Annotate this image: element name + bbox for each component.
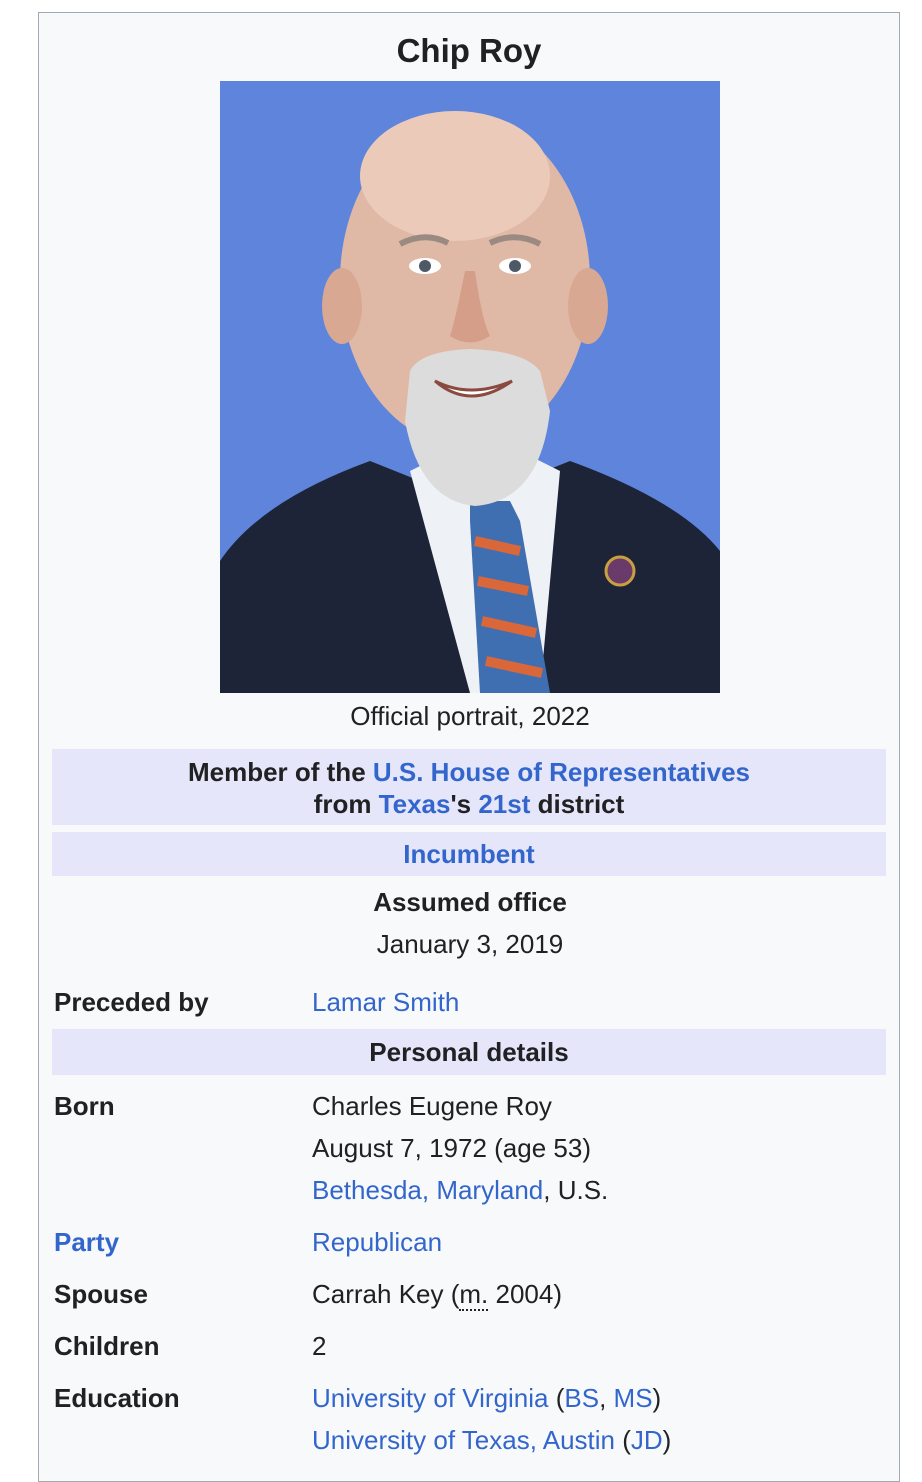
born-date: August 7, 1972 (age 53) bbox=[312, 1133, 591, 1163]
spouse-name: Carrah Key ( bbox=[312, 1279, 460, 1309]
children-value: 2 bbox=[312, 1331, 327, 1361]
office-line-2 bbox=[52, 788, 886, 820]
born-label: Born bbox=[54, 1091, 115, 1121]
born-name: Charles Eugene Roy bbox=[312, 1091, 552, 1121]
office-district: district bbox=[530, 789, 625, 819]
spouse-label: Spouse bbox=[54, 1279, 148, 1309]
education-row bbox=[54, 1377, 888, 1467]
party-row bbox=[54, 1221, 888, 1263]
office-line-1 bbox=[52, 756, 886, 788]
spouse-year: 2004) bbox=[488, 1279, 563, 1309]
jd-link[interactable]: JD bbox=[630, 1425, 663, 1455]
education-close-2: ) bbox=[662, 1425, 672, 1455]
party-link[interactable]: Republican bbox=[312, 1227, 443, 1257]
education-close-1: ) bbox=[652, 1383, 662, 1413]
born-value bbox=[312, 1085, 608, 1211]
office-from: from bbox=[313, 789, 379, 819]
born-row bbox=[54, 1085, 888, 1215]
born-place bbox=[312, 1169, 608, 1211]
education-value bbox=[312, 1377, 671, 1461]
children-label: Children bbox=[54, 1331, 160, 1361]
bs-link[interactable]: BS bbox=[564, 1383, 600, 1413]
infobox-title: Chip Roy bbox=[396, 32, 542, 69]
incumbent-header bbox=[52, 832, 886, 876]
education-label: Education bbox=[54, 1383, 180, 1413]
preceded-label: Preceded by bbox=[54, 987, 209, 1017]
preceded-link[interactable]: Lamar Smith bbox=[312, 987, 460, 1017]
district-link[interactable]: 21st bbox=[478, 789, 531, 819]
preceded-row bbox=[54, 981, 888, 1023]
uva-link[interactable]: University of Virginia bbox=[312, 1383, 549, 1413]
assumed-office-date: January 3, 2019 bbox=[376, 929, 564, 959]
children-row bbox=[54, 1325, 888, 1367]
education-open-2: ( bbox=[615, 1425, 631, 1455]
party-label-link[interactable]: Party bbox=[54, 1227, 120, 1257]
portrait-illustration bbox=[220, 81, 720, 693]
office-header bbox=[52, 749, 886, 825]
education-sep: , bbox=[599, 1383, 614, 1413]
office-prefix: Member of the bbox=[187, 757, 373, 787]
ut-austin-link[interactable]: University of Texas, Austin bbox=[312, 1425, 615, 1455]
assumed-office-label: Assumed office bbox=[373, 887, 567, 917]
incumbent-link[interactable]: Incumbent bbox=[403, 839, 535, 869]
house-link[interactable]: U.S. House of Representatives bbox=[372, 757, 751, 787]
portrait-caption: Official portrait, 2022 bbox=[350, 701, 590, 731]
infobox bbox=[38, 12, 900, 1482]
spouse-value bbox=[312, 1273, 562, 1315]
married-abbr[interactable]: m. bbox=[459, 1279, 489, 1309]
portrait-image[interactable] bbox=[220, 81, 720, 693]
spouse-row bbox=[54, 1273, 888, 1315]
education-open-1: ( bbox=[548, 1383, 565, 1413]
texas-link[interactable]: Texas bbox=[378, 789, 451, 819]
ms-link[interactable]: MS bbox=[613, 1383, 653, 1413]
education-line-1 bbox=[312, 1377, 671, 1419]
education-line-2 bbox=[312, 1419, 671, 1461]
office-possessive: 's bbox=[450, 789, 479, 819]
birthplace-link[interactable]: Bethesda, Maryland bbox=[312, 1175, 544, 1205]
personal-details-header: Personal details bbox=[52, 1029, 886, 1075]
born-country: , U.S. bbox=[543, 1175, 609, 1205]
